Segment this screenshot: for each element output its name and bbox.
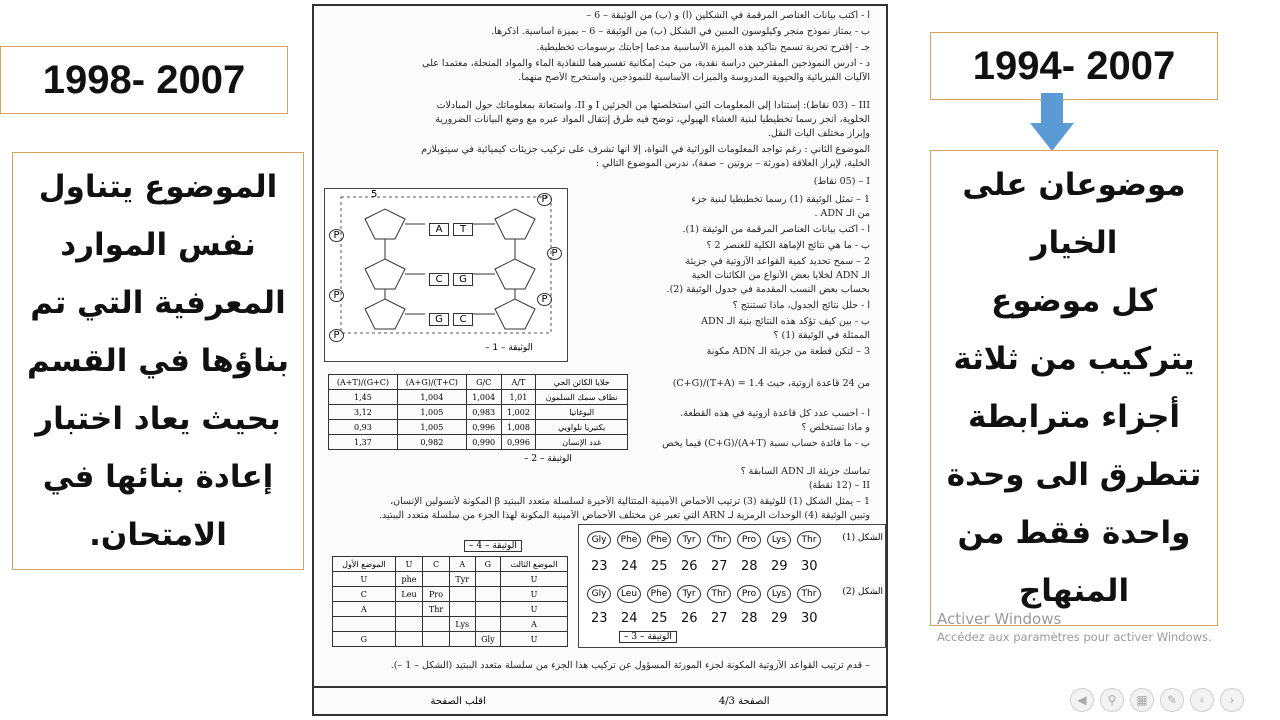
back-icon[interactable]: ‹ [1190,688,1214,712]
exam-line: III – (03 نقاط): إستنادا إلى المعلومات التي استخلصتها من الجزئين I و II، واستعانة بمعلوماتك حول المبادلات [436,100,870,111]
exam-line: – قدم ترتيب القواعد الآزوتية المكونة لجزء المورثة المسؤول عن تركيب هذا الجزء من سلسلة متعدد الببتيد (الشكل – 1 –). [390,660,870,671]
table-cell [395,602,423,617]
down-arrow-icon [1030,93,1074,153]
table-row [333,587,568,602]
position-number: 30 [801,559,818,574]
shape1-label: الشكل (1) [842,533,883,543]
dna-label: P [329,229,344,242]
exam-line: تماسك جزيئة الـ ADN السابقة ؟ [740,466,870,477]
exam-line: I – (05 نقاط) [813,176,870,187]
exam-line: ب - يمتاز نموذج منجر وكيلوسون المبين في الشكل (ب) من الوثيقة – 6 – بميزة أساسية. أذكرها. [491,26,870,37]
table-header: الموضع الأول [333,557,396,572]
table-cell [475,602,500,617]
amino-acid: Phe [647,585,671,603]
table-cell: Leu [395,587,423,602]
doc4-label: الوثيقة – 4 – [464,540,522,552]
amino-acid: Gly [587,585,611,603]
table-cell: G [333,632,396,647]
doc3-label: الوثيقة – 3 – [619,631,677,643]
position-number: 24 [621,559,638,574]
exam-line: الخلوية، أنجز رسما تخطيطيا لبنية الغشاء الهيولي، توضح فيه طرق إنتقال المواد عبره مع وضع البيانات الضرورية [435,114,870,125]
slides-icon[interactable]: ▦ [1130,688,1154,712]
table-row [333,572,568,587]
exam-line: جـ - إقترح تجربة تسمح بتأكيد هذه الميزة الأساسية مدعما إجابتك برسومات تخطيطية. [536,42,870,53]
exam-footer [314,686,886,714]
prev-slide-icon[interactable]: ◀ [1070,688,1094,712]
table-row [333,557,568,572]
table-cell: Pro [423,587,449,602]
left-year-label: 1998- 2007 [42,57,246,102]
dna-base: A [429,223,449,236]
table-cell: 1,37 [329,435,398,450]
exam-line: الموضوع الثاني : رغم تواجد المعلومات الوراثية في النواة، إلا أنها تشرف على تركيب جزيئات كيميائية في سيتوبلازم [421,144,870,155]
table-cell: C [333,587,396,602]
watermark-title: Activer Windows [937,610,1062,628]
zoom-icon[interactable]: ⚲ [1100,688,1124,712]
left-year-box [0,46,288,114]
left-text-line: المعرفية التي تم [30,285,286,321]
table-cell: 0,996 [466,420,501,435]
amino-acid: Tyr [677,531,701,549]
exam-line: من الـ ADN . [814,208,870,219]
forward-icon[interactable]: › [1220,688,1244,712]
table-header: G [475,557,500,572]
exam-line: II – (12 نقطة) [808,480,870,491]
amino-acid: Thr [707,585,731,603]
table-row [329,405,628,420]
table-cell [333,617,396,632]
exam-document [312,4,888,716]
table-cell: Lys [449,617,475,632]
pen-icon[interactable]: ✎ [1160,688,1184,712]
table-cell [449,632,475,647]
slideshow-toolbar [1070,688,1244,712]
table-cell: A [501,617,568,632]
table-cell: 1,004 [397,390,466,405]
table-row [333,602,568,617]
amino-acid: Tyr [677,585,701,603]
left-text-line: الامتحان. [89,517,227,553]
right-year-box [930,32,1218,100]
exam-line: أ - أكتب بيانات العناصر المرقمة من الوثيقة (1). [682,224,870,235]
position-number: 25 [651,559,668,574]
amino-acid: Phe [617,531,641,549]
table-cell: U [501,602,568,617]
exam-line: أ - أحسب عدد كل قاعدة آزوتية في هذه القطعة. [680,408,870,419]
table-cell: نطاف سمك السلمون [536,390,628,405]
table-cell: 1,005 [397,405,466,420]
right-year-label: 1994- 2007 [972,43,1176,88]
table-cell: 0,996 [501,435,536,450]
table-cell: غدد الإنسان [536,435,628,450]
exam-line: أ - حلل نتائج الجدول، ماذا تستنتج ؟ [732,300,870,311]
footer-page-number: الصفحة 4/3 [718,695,770,707]
position-number: 26 [681,611,698,626]
position-number: 26 [681,559,698,574]
dna-base: C [453,313,473,326]
dna-base: T [453,223,473,236]
exam-line: 2 – سمح تحديد كمية القواعد الآزوتية في جزيئة [685,256,870,267]
dna-base: C [429,273,449,286]
position-number: 27 [711,611,728,626]
table-cell: 1,004 [466,390,501,405]
right-text-box [930,150,1218,626]
exam-line: بحساب بعض النسب المقدمة في جدول الوثيقة (2). [666,284,870,295]
left-text-line: الموضوع يتناول [38,169,278,205]
exam-line: ب - بين كيف تؤكد هذه النتائج بنية الـ ADN [701,316,870,327]
table-cell: Thr [423,602,449,617]
right-text-line: يتركيب من ثلاثة [953,341,1195,377]
activation-watermark [937,610,1212,644]
position-number: 28 [741,611,758,626]
table-header: (A+T)/(G+C) [329,375,398,390]
table-header: الموضع الثالث [501,557,568,572]
table-row [329,435,628,450]
right-text-line: الخيار [1030,225,1118,261]
table-cell: بكتيريا تلواويي [536,420,628,435]
table-cell: 0,990 [466,435,501,450]
exam-line: و ماذا تستخلص ؟ [801,422,870,433]
amino-acid: Lys [767,531,791,549]
table-cell: U [501,632,568,647]
table-cell: U [501,572,568,587]
exam-line: 3 – لتكن قطعة من جزيئة الـ ADN مكونة [706,346,870,357]
shape2-label: الشكل (2) [842,587,883,597]
right-text-line: موضوعان على [962,167,1186,203]
dna-label: 5 [371,189,378,200]
table-cell: U [333,572,396,587]
table-header: U [395,557,423,572]
table-cell: 0,983 [466,405,501,420]
position-number: 30 [801,611,818,626]
exam-line: د - أدرس النموذجين المقترحين دراسة نقدية، من حيث إمكانية تفسيرهما للنفاذية الماء والمواد المنحلة، معتمدا على [422,58,870,69]
left-text-line: بحيث يعاد اختبار [35,401,281,437]
table-cell [423,617,449,632]
table-cell [449,602,475,617]
right-text-line: أجزاء مترابطة [968,399,1180,435]
exam-line: 1 – تمثل الوثيقة (1) رسما تخطيطيا لبنية جزء [691,194,870,205]
table-cell: 0,982 [397,435,466,450]
watermark-subtitle: Accédez aux paramètres pour activer Windows. [937,630,1212,644]
table-cell [395,632,423,647]
left-text-line: إعادة بنائها في [42,459,274,495]
dna-label: P [329,329,344,342]
exam-line: وتبين الوثيقة (4) الوحدات الرمزية لـ ARN التي تعبر عن مختلف الأحماض الأمينية المكونة لهذا الجزء من سلسلة متعدد الببتيد. [379,510,870,521]
left-text-line: نفس الموارد [60,227,256,263]
dna-base: G [453,273,473,286]
position-number: 23 [591,611,608,626]
table-cell [475,617,500,632]
table-cell: Gly [475,632,500,647]
amino-acid: Leu [617,585,641,603]
table-cell [423,572,449,587]
position-number: 24 [621,611,638,626]
table-header: A [449,557,475,572]
table-cell: phe [395,572,423,587]
exam-line: من 24 قاعدة آزوتية، حيث 1.4 = (T+A)/(C+G) [672,378,870,389]
table-cell [395,617,423,632]
left-text-line: بناؤها في القسم [26,343,290,379]
table-row [329,375,628,390]
exam-line: ب - ما فائدة حساب نسبة (A+T)/(C+G) فيما يخص [662,438,870,449]
position-number: 23 [591,559,608,574]
table-header: (A+G)/(T+C) [397,375,466,390]
doc4-table [332,556,568,647]
right-text-line: تتطرق الى وحدة [946,457,1202,493]
table-cell: U [501,587,568,602]
table-cell: 0,93 [329,420,398,435]
right-text-line: المنهاج [1018,573,1130,609]
amino-acid: Thr [797,585,821,603]
exam-line: ب - ما هي نتائج الإماهة الكلية للعنصر 2 ؟ [706,240,870,251]
dna-base: G [429,313,449,326]
exam-line: أ - أكتب بيانات العناصر المرقمة في الشكلين (أ) و (ب) من الوثيقة – 6 – [586,10,870,21]
table-cell: البوغاتيا [536,405,628,420]
table-cell: A [333,602,396,617]
amino-acid: Thr [797,531,821,549]
amino-acid: Pro [737,531,761,549]
exam-line: وإبراز مختلف آليات النقل. [767,128,870,139]
exam-line: الممثلة في الوثيقة (1) ؟ [773,330,870,341]
table-header: C [423,557,449,572]
dna-label: P [547,247,562,260]
amino-acid: Lys [767,585,791,603]
table-cell: 1,45 [329,390,398,405]
table-cell: 3,12 [329,405,398,420]
left-text-box [12,152,304,570]
exam-line: الـ ADN لخلايا بعض الأنواع من الكائنات الحية [691,270,870,281]
table-header: خلايا الكائن الحي [536,375,628,390]
dna-label: P [537,293,552,306]
table-cell [423,632,449,647]
exam-line: 1 – يمثل الشكل (1) للوثيقة (3) ترتيب الأحماض الأمينية المتتالية الأخيرة لسلسلة متعدد الببتيد β المكونة لأنسولين الإنسان، [390,496,870,507]
footer-turn-page: اقلب الصفحة [430,695,486,707]
table-header: A/T [501,375,536,390]
table-cell: 1,005 [397,420,466,435]
table-header: G/C [466,375,501,390]
right-text-line: كل موضوع [991,283,1157,319]
position-number: 29 [771,559,788,574]
position-number: 25 [651,611,668,626]
position-number: 27 [711,559,728,574]
position-number: 29 [771,611,788,626]
table-cell [449,587,475,602]
doc1-label: الوثيقة – 1 – [485,343,533,353]
dna-label: P [329,289,344,302]
amino-acid: Thr [707,531,731,549]
amino-acid: Pro [737,585,761,603]
doc3-figure [578,524,886,648]
amino-acid: Phe [647,531,671,549]
table-cell: 1,01 [501,390,536,405]
doc2-table [328,374,628,450]
table-cell: 1,002 [501,405,536,420]
table-row [333,632,568,647]
right-text-line: واحدة فقط من [957,515,1191,551]
table-row [329,390,628,405]
exam-line: الخلية، لإبراز العلاقة (مورثة – بروتين – صفة)، ندرس الموضوع التالي : [595,158,870,169]
table-cell [475,587,500,602]
dna-label: P [537,193,552,206]
amino-acid: Gly [587,531,611,549]
table-cell: 1,008 [501,420,536,435]
position-number: 28 [741,559,758,574]
dna-figure [324,188,568,362]
table-row [333,617,568,632]
exam-line: الآليات الفيزيائية والحيوية المدروسة والميزات الأساسية للنموذجين، واستخرج الأصح منهما. [518,72,870,83]
table-cell [475,572,500,587]
table-cell: Tyr [449,572,475,587]
table-row [329,420,628,435]
doc2-label: الوثيقة – 2 – [524,454,572,464]
